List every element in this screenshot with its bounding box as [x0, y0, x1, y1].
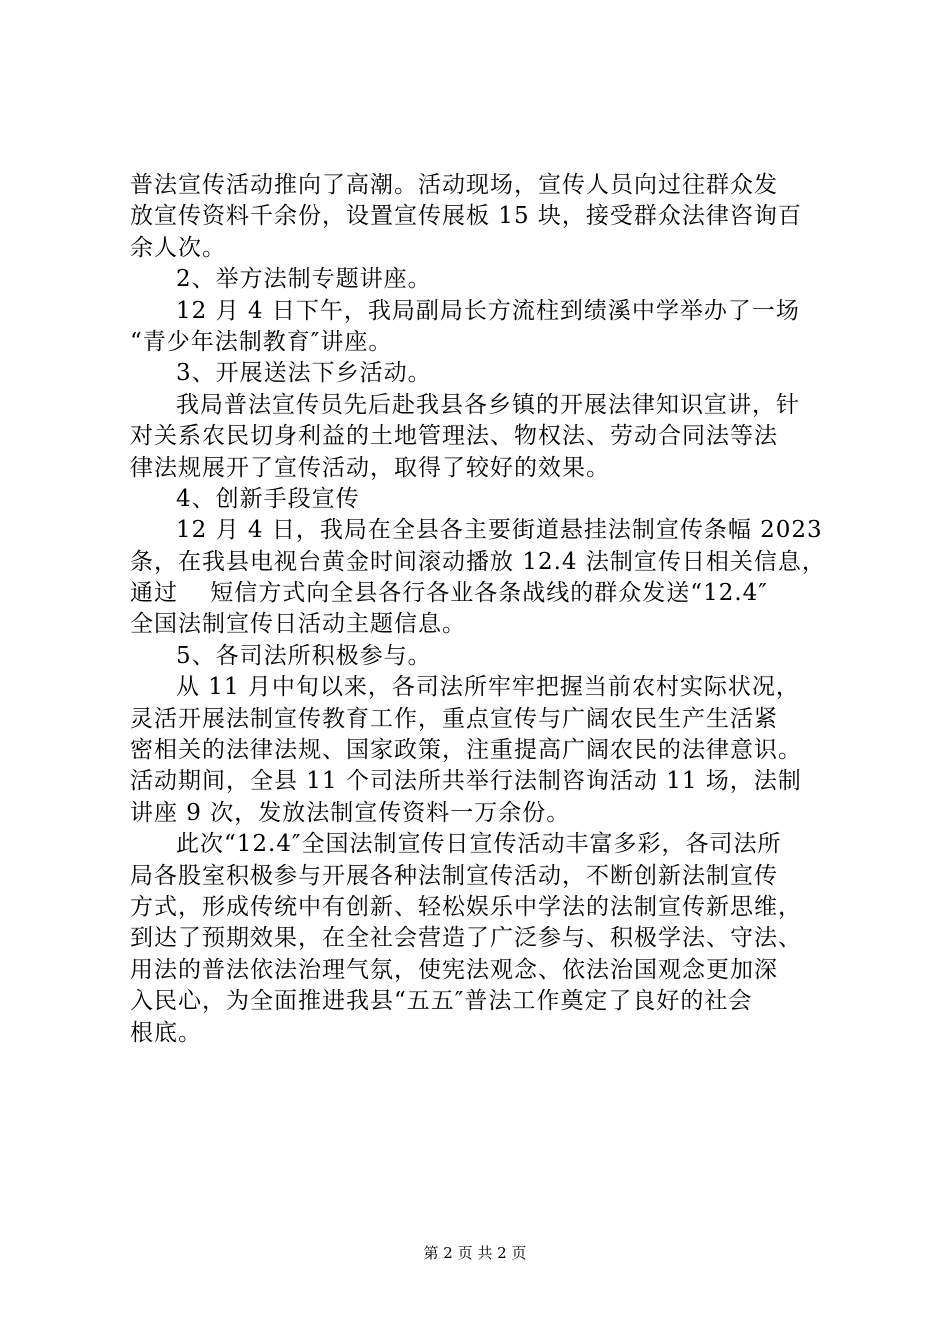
text-line: 律法规展开了宣传活动，取得了较好的效果。 — [130, 454, 610, 481]
text-line: 活动期间，全县 11 个司法所共举行法制咨询活动 11 场，法制 — [130, 768, 802, 795]
text-line: 12 月 4 日，我局在全县各主要街道悬挂法制宣传条幅 2023 — [176, 517, 823, 544]
section-heading: 4、创新手段宣传 — [176, 485, 360, 512]
text-line: 全国法制宣传日活动主题信息。 — [130, 611, 466, 638]
text-line: 方式，形成传统中有创新、轻松娱乐中学法的法制宣传新思维， — [130, 893, 802, 920]
text-line: 对关系农民切身利益的土地管理法、物权法、劳动合同法等法 — [130, 423, 778, 450]
text-line: 放宣传资料千余份，设置宣传展板 15 块，接受群众法律咨询百 — [130, 203, 802, 230]
document-body — [130, 170, 830, 1049]
text-line: 条，在我县电视台黄金时间滚动播放 12.4 法制宣传日相关信息， — [130, 548, 826, 575]
text-line: 普法宣传活动推向了高潮。活动现场，宣传人员向过往群众发 — [130, 172, 778, 198]
text-line: 入民心，为全面推进我县“五五″普法工作奠定了良好的社会 — [130, 988, 753, 1015]
text-line: “青少年法制教育″讲座。 — [130, 328, 393, 355]
text-line: 用法的普法依法治理气氛，使宪法观念、依法治国观念更加深 — [130, 956, 778, 983]
text-line: 密相关的法律法规、国家政策，注重提高广阔农民的法律意识。 — [130, 737, 802, 764]
text-line: 通过 短信方式向全县各行各业各条战线的群众发送“12.4″ — [130, 580, 768, 607]
text-line: 12 月 4 日下午，我局副局长方流柱到绩溪中学举办了一场 — [176, 297, 800, 324]
text-line: 讲座 9 次，发放法制宣传资料一万余份。 — [130, 799, 571, 826]
section-heading: 5、各司法所积极参与。 — [176, 642, 432, 669]
section-heading: 3、开展送法下乡活动。 — [176, 360, 432, 387]
text-line: 灵活开展法制宣传教育工作，重点宣传与广阔农民生产生活紧 — [130, 705, 778, 732]
text-line: 局各股室积极参与开展各种法制宣传活动，不断创新法制宣传 — [130, 862, 778, 889]
section-heading: 2、举方法制专题讲座。 — [176, 266, 432, 293]
page-number-footer: 第 2 页 共 2 页 — [423, 1244, 527, 1262]
text-line: 到达了预期效果，在全社会营造了广泛参与、积极学法、守法、 — [130, 925, 802, 952]
text-line: 我局普法宣传员先后赴我县各乡镇的开展法律知识宣讲，针 — [176, 391, 800, 418]
text-line: 此次“12.4″全国法制宣传日宣传活动丰富多彩，各司法所 — [176, 831, 782, 858]
text-line: 从 11 月中旬以来，各司法所牢牢把握当前农村实际状况， — [176, 674, 800, 701]
text-line: 余人次。 — [130, 234, 226, 261]
text-line: 根底。 — [130, 1019, 202, 1046]
